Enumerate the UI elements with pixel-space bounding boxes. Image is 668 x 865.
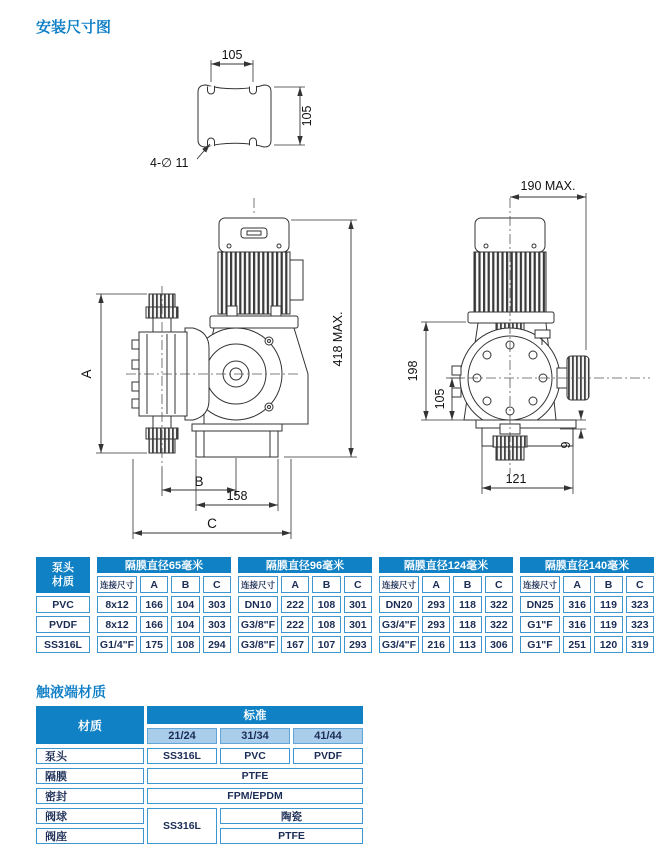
dim-198: 198 xyxy=(406,360,420,382)
col-header: 连接尺寸 xyxy=(238,576,278,593)
table-cell: 166 xyxy=(140,596,168,613)
table-cell: 323 xyxy=(626,616,654,633)
table-cell: 319 xyxy=(626,636,654,653)
group-header: 隔膜直径96毫米 xyxy=(238,557,372,573)
table-cell: G1/4"F xyxy=(97,636,137,653)
table-cell: 294 xyxy=(203,636,231,653)
standard-header: 标准 xyxy=(147,706,363,724)
table-cell: 222 xyxy=(281,596,309,613)
dim-group-65 xyxy=(97,557,231,653)
size-col-21-24: 21/24 xyxy=(147,728,217,744)
corner-header xyxy=(36,557,90,593)
table-cell: G1"F xyxy=(520,616,560,633)
pump-side-view-drawing xyxy=(79,198,357,539)
col-header: B xyxy=(594,576,622,593)
row-label-pump-head: 泵头 xyxy=(36,748,144,764)
size-col-41-44: 41/44 xyxy=(293,728,363,744)
table-cell: 175 xyxy=(140,636,168,653)
table-cell: DN20 xyxy=(379,596,419,613)
table-cell: 222 xyxy=(281,616,309,633)
dim-a: A xyxy=(79,369,94,379)
table-cell: 303 xyxy=(203,616,231,633)
table-cell: SS316L xyxy=(147,808,217,844)
corner-line2: 材质 xyxy=(52,576,74,588)
table-cell: 120 xyxy=(594,636,622,653)
col-header: A xyxy=(422,576,450,593)
col-header: C xyxy=(626,576,654,593)
table-cell: 108 xyxy=(312,596,340,613)
dim-418-max: 418 MAX. xyxy=(331,311,345,367)
dimension-table-corner xyxy=(36,557,90,653)
table-cell: 166 xyxy=(140,616,168,633)
dim-9: 9 xyxy=(559,441,573,449)
table-cell: 316 xyxy=(563,596,591,613)
material-ss316l: SS316L xyxy=(36,636,90,653)
table-cell: 322 xyxy=(485,596,513,613)
col-header: A xyxy=(281,576,309,593)
pump-front-view-drawing xyxy=(406,179,650,494)
page-title: 安装尺寸图 xyxy=(36,19,112,36)
table-cell: 293 xyxy=(344,636,372,653)
table-cell: G3/4"F xyxy=(379,636,419,653)
dim-121: 121 xyxy=(505,472,527,486)
table-cell: G3/8"F xyxy=(238,616,278,633)
table-cell: 119 xyxy=(594,616,622,633)
table-cell: 108 xyxy=(312,616,340,633)
dim-group-140 xyxy=(520,557,654,653)
materials-table xyxy=(36,706,363,844)
row-label-seal: 密封 xyxy=(36,788,144,804)
dim-105: 105 xyxy=(433,388,447,410)
col-header: B xyxy=(171,576,199,593)
col-header: A xyxy=(563,576,591,593)
group-header: 隔膜直径140毫米 xyxy=(520,557,654,573)
dim-b: B xyxy=(194,474,204,489)
col-header: A xyxy=(140,576,168,593)
dim-158: 158 xyxy=(226,489,248,503)
table-cell: 293 xyxy=(422,616,450,633)
table-cell: 104 xyxy=(171,616,199,633)
table-cell: G1"F xyxy=(520,636,560,653)
col-header: 连接尺寸 xyxy=(379,576,419,593)
col-header: B xyxy=(312,576,340,593)
table-cell: 301 xyxy=(344,596,372,613)
table-cell: PTFE xyxy=(147,768,363,784)
size-col-31-34: 31/34 xyxy=(220,728,290,744)
table-cell: 113 xyxy=(453,636,481,653)
dim-base-depth: 105 xyxy=(300,105,314,127)
table-cell: SS316L xyxy=(147,748,217,764)
table-cell: 323 xyxy=(626,596,654,613)
table-cell: PVDF xyxy=(293,748,363,764)
col-header: C xyxy=(485,576,513,593)
table-cell: G3/4"F xyxy=(379,616,419,633)
table-cell: 167 xyxy=(281,636,309,653)
group-header: 隔膜直径65毫米 xyxy=(97,557,231,573)
table-cell: 8x12 xyxy=(97,596,137,613)
materials-corner-header: 材质 xyxy=(36,706,144,744)
dim-group-124 xyxy=(379,557,513,653)
table-cell: 118 xyxy=(453,616,481,633)
material-pvdf: PVDF xyxy=(36,616,90,633)
table-cell: 216 xyxy=(422,636,450,653)
base-top-view-drawing xyxy=(150,48,314,170)
table-cell: 322 xyxy=(485,616,513,633)
table-cell: DN25 xyxy=(520,596,560,613)
table-cell: 306 xyxy=(485,636,513,653)
table-cell: G3/8"F xyxy=(238,636,278,653)
table-cell: 陶瓷 xyxy=(220,808,363,824)
table-cell: PVC xyxy=(220,748,290,764)
row-label-diaphragm: 隔膜 xyxy=(36,768,144,784)
table-cell: 293 xyxy=(422,596,450,613)
table-cell: 108 xyxy=(171,636,199,653)
table-cell: 316 xyxy=(563,616,591,633)
row-label-valve-ball: 阀球 xyxy=(36,808,144,824)
table-cell: 8x12 xyxy=(97,616,137,633)
dim-190-max: 190 MAX. xyxy=(520,179,576,193)
dim-holes: 4-∅ 11 xyxy=(150,156,189,170)
col-header: 连接尺寸 xyxy=(520,576,560,593)
material-pvc: PVC xyxy=(36,596,90,613)
col-header: 连接尺寸 xyxy=(97,576,137,593)
table-cell: 303 xyxy=(203,596,231,613)
table-cell: DN10 xyxy=(238,596,278,613)
table-cell: PTFE xyxy=(220,828,363,844)
row-label-valve-seat: 阀座 xyxy=(36,828,144,844)
group-header: 隔膜直径124毫米 xyxy=(379,557,513,573)
col-header: B xyxy=(453,576,481,593)
col-header: C xyxy=(344,576,372,593)
table-cell: 301 xyxy=(344,616,372,633)
dimension-table xyxy=(36,557,654,653)
col-header: C xyxy=(203,576,231,593)
section-title-wetted-materials: 触液端材质 xyxy=(36,684,106,700)
dim-group-96 xyxy=(238,557,372,653)
corner-line1: 泵头 xyxy=(52,561,74,574)
table-cell: 119 xyxy=(594,596,622,613)
dim-base-width: 105 xyxy=(221,48,243,62)
dim-c: C xyxy=(207,516,217,531)
table-cell: 118 xyxy=(453,596,481,613)
table-cell: 251 xyxy=(563,636,591,653)
table-cell: FPM/EPDM xyxy=(147,788,363,804)
table-cell: 107 xyxy=(312,636,340,653)
table-cell: 104 xyxy=(171,596,199,613)
